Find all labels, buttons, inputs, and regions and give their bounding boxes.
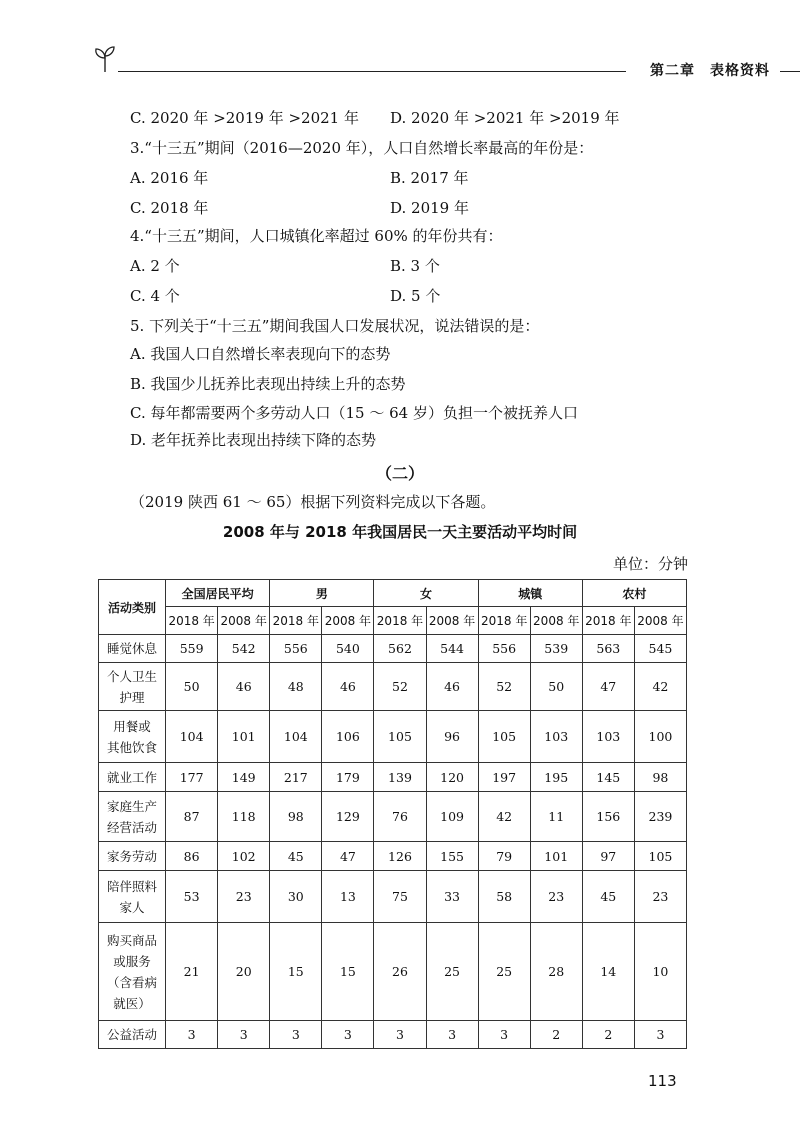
chapter-title: 第二章 表格资料 <box>650 63 770 79</box>
q4-option-b: B. 3 个 <box>390 257 440 275</box>
table-cell: 179 <box>322 763 374 792</box>
table-cell: 3 <box>218 1021 270 1049</box>
table-cell: 562 <box>374 635 426 663</box>
row-label-line: 家庭生产 <box>107 798 158 814</box>
table-cell: 45 <box>270 842 322 871</box>
table-cell: 129 <box>322 792 374 842</box>
table-corner-header: 活动类别 <box>99 580 166 635</box>
table-cell: 21 <box>166 923 218 1021</box>
q5-option-b: B. 我国少儿抚养比表现出持续上升的态势 <box>130 375 406 393</box>
table-row <box>99 792 687 842</box>
row-label <box>99 792 166 842</box>
prev-option-c: C. 2020 年 >2019 年 >2021 年 <box>130 109 359 127</box>
table-row <box>99 635 687 663</box>
table-cell: 98 <box>634 763 686 792</box>
table-cell: 86 <box>166 842 218 871</box>
table-cell: 76 <box>374 792 426 842</box>
row-label <box>99 763 166 792</box>
sprout-icon <box>90 44 120 74</box>
table-cell: 195 <box>530 763 582 792</box>
table-cell: 25 <box>426 923 478 1021</box>
year-header: 2018 年 <box>166 607 218 635</box>
row-label-line: 护理 <box>119 689 145 705</box>
table-cell: 3 <box>426 1021 478 1049</box>
table-row <box>99 1021 687 1049</box>
q4-option-a: A. 2 个 <box>130 257 180 275</box>
section-intro: （2019 陕西 61 ～ 65）根据下列资料完成以下各题。 <box>130 493 496 511</box>
row-label <box>99 711 166 763</box>
q4-option-c: C. 4 个 <box>130 287 180 305</box>
year-header: 2018 年 <box>374 607 426 635</box>
row-label-line: 经营活动 <box>107 819 158 835</box>
activity-time-table <box>98 579 687 1049</box>
table-cell: 3 <box>270 1021 322 1049</box>
page-number: 113 <box>648 1072 677 1090</box>
q3-option-d: D. 2019 年 <box>390 199 469 217</box>
row-label-line: 陪伴照料 <box>107 878 158 894</box>
table-cell: 3 <box>166 1021 218 1049</box>
q4-stem: 4.“十三五”期间，人口城镇化率超过 60% 的年份共有： <box>130 227 503 245</box>
header-rule-left <box>118 71 626 72</box>
table-cell: 103 <box>582 711 634 763</box>
table-cell: 50 <box>166 663 218 711</box>
table-cell: 10 <box>634 923 686 1021</box>
table-unit: 单位：分钟 <box>612 555 688 573</box>
table-cell: 46 <box>218 663 270 711</box>
table-cell: 58 <box>478 871 530 923</box>
row-label-line: 用餐或 <box>113 718 151 734</box>
year-header: 2018 年 <box>582 607 634 635</box>
table-row <box>99 711 687 763</box>
table-cell: 197 <box>478 763 530 792</box>
table-cell: 79 <box>478 842 530 871</box>
table-cell: 30 <box>270 871 322 923</box>
table-cell: 11 <box>530 792 582 842</box>
row-label-line: 家人 <box>119 899 145 915</box>
table-cell: 97 <box>582 842 634 871</box>
row-label-line: 个人卫生 <box>107 668 158 684</box>
q3-option-c: C. 2018 年 <box>130 199 209 217</box>
group-header-female: 女 <box>374 580 478 607</box>
table-cell: 139 <box>374 763 426 792</box>
section-title: （二） <box>375 464 424 483</box>
table-row <box>99 923 687 1021</box>
table-body <box>99 635 687 1049</box>
row-label <box>99 635 166 663</box>
table-cell: 46 <box>322 663 374 711</box>
group-header-male: 男 <box>270 580 374 607</box>
row-label <box>99 871 166 923</box>
table-cell: 101 <box>218 711 270 763</box>
table-cell: 53 <box>166 871 218 923</box>
table-cell: 544 <box>426 635 478 663</box>
table-cell: 26 <box>374 923 426 1021</box>
table-title: 2008 年与 2018 年我国居民一天主要活动平均时间 <box>222 523 578 541</box>
table-cell: 542 <box>218 635 270 663</box>
year-header-row <box>99 607 687 635</box>
table-cell: 563 <box>582 635 634 663</box>
prev-option-d: D. 2020 年 >2021 年 >2019 年 <box>390 109 620 127</box>
table-cell: 28 <box>530 923 582 1021</box>
year-header: 2008 年 <box>322 607 374 635</box>
table-cell: 104 <box>166 711 218 763</box>
table-cell: 75 <box>374 871 426 923</box>
table-cell: 103 <box>530 711 582 763</box>
group-header-urban: 城镇 <box>478 580 582 607</box>
table-cell: 15 <box>270 923 322 1021</box>
table-cell: 87 <box>166 792 218 842</box>
year-header: 2018 年 <box>270 607 322 635</box>
table-cell: 33 <box>426 871 478 923</box>
table-cell: 556 <box>270 635 322 663</box>
table-cell: 46 <box>426 663 478 711</box>
q3-option-b: B. 2017 年 <box>390 169 469 187</box>
table-cell: 156 <box>582 792 634 842</box>
table-cell: 105 <box>634 842 686 871</box>
q5-stem: 5. 下列关于“十三五”期间我国人口发展状况，说法错误的是： <box>130 317 540 335</box>
table-row <box>99 842 687 871</box>
table-cell: 217 <box>270 763 322 792</box>
row-label-line: （含看病 <box>107 974 158 990</box>
table-cell: 239 <box>634 792 686 842</box>
row-label-line: 就医） <box>113 995 151 1011</box>
year-header: 2008 年 <box>530 607 582 635</box>
table-cell: 106 <box>322 711 374 763</box>
table-row <box>99 763 687 792</box>
table-cell: 155 <box>426 842 478 871</box>
table-cell: 118 <box>218 792 270 842</box>
table-cell: 52 <box>374 663 426 711</box>
row-label <box>99 1021 166 1049</box>
header-rule-right <box>780 71 800 72</box>
table-cell: 23 <box>530 871 582 923</box>
table-cell: 2 <box>530 1021 582 1049</box>
table-cell: 47 <box>582 663 634 711</box>
table-cell: 556 <box>478 635 530 663</box>
table-cell: 25 <box>478 923 530 1021</box>
table-cell: 23 <box>634 871 686 923</box>
row-label <box>99 923 166 1021</box>
table-cell: 42 <box>634 663 686 711</box>
q5-option-c: C. 每年都需要两个多劳动人口（15 ～ 64 岁）负担一个被抚养人口 <box>130 404 578 422</box>
table-cell: 109 <box>426 792 478 842</box>
table-cell: 52 <box>478 663 530 711</box>
table-cell: 23 <box>218 871 270 923</box>
table-cell: 105 <box>374 711 426 763</box>
table-cell: 15 <box>322 923 374 1021</box>
table-cell: 177 <box>166 763 218 792</box>
year-header: 2018 年 <box>478 607 530 635</box>
page-header <box>90 58 800 86</box>
table-cell: 3 <box>322 1021 374 1049</box>
table-cell: 13 <box>322 871 374 923</box>
q3-stem: 3.“十三五”期间（2016—2020 年），人口自然增长率最高的年份是： <box>130 139 594 157</box>
group-header-rural: 农村 <box>582 580 686 607</box>
q5-option-a: A. 我国人口自然增长率表现向下的态势 <box>130 345 391 363</box>
q5-option-d: D. 老年抚养比表现出持续下降的态势 <box>130 431 377 449</box>
table-cell: 101 <box>530 842 582 871</box>
table-cell: 50 <box>530 663 582 711</box>
row-label-line: 睡觉休息 <box>107 641 158 656</box>
table-cell: 149 <box>218 763 270 792</box>
row-label-line: 家务劳动 <box>107 848 158 864</box>
table-cell: 100 <box>634 711 686 763</box>
table-cell: 96 <box>426 711 478 763</box>
year-header: 2008 年 <box>218 607 270 635</box>
row-label-line: 公益活动 <box>107 1027 158 1042</box>
row-label-line: 其他饮食 <box>107 739 158 755</box>
table-cell: 48 <box>270 663 322 711</box>
table-cell: 47 <box>322 842 374 871</box>
table-cell: 3 <box>634 1021 686 1049</box>
table-cell: 102 <box>218 842 270 871</box>
table-cell: 145 <box>582 763 634 792</box>
table-row <box>99 871 687 923</box>
table-cell: 126 <box>374 842 426 871</box>
table-cell: 120 <box>426 763 478 792</box>
table-cell: 45 <box>582 871 634 923</box>
q3-option-a: A. 2016 年 <box>130 169 209 187</box>
table-cell: 42 <box>478 792 530 842</box>
table-cell: 20 <box>218 923 270 1021</box>
table-cell: 105 <box>478 711 530 763</box>
row-label <box>99 842 166 871</box>
table-cell: 3 <box>374 1021 426 1049</box>
year-header: 2008 年 <box>634 607 686 635</box>
table-cell: 2 <box>582 1021 634 1049</box>
group-header-national: 全国居民平均 <box>166 580 270 607</box>
year-header: 2008 年 <box>426 607 478 635</box>
table-cell: 545 <box>634 635 686 663</box>
row-label-line: 就业工作 <box>107 769 158 785</box>
table-row <box>99 663 687 711</box>
table-cell: 98 <box>270 792 322 842</box>
table-cell: 559 <box>166 635 218 663</box>
q4-option-d: D. 5 个 <box>390 287 441 305</box>
table-cell: 104 <box>270 711 322 763</box>
row-label-line: 或服务 <box>113 953 151 969</box>
row-label-line: 购买商品 <box>107 932 158 948</box>
table-cell: 3 <box>478 1021 530 1049</box>
table-cell: 540 <box>322 635 374 663</box>
table-cell: 14 <box>582 923 634 1021</box>
table-cell: 539 <box>530 635 582 663</box>
row-label <box>99 663 166 711</box>
